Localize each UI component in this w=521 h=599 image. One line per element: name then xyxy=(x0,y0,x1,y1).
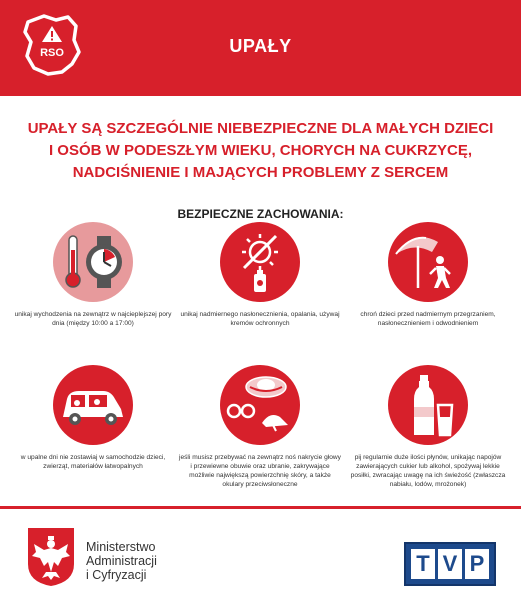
tip-car xyxy=(8,365,178,471)
thermometer-watch-icon xyxy=(53,222,133,302)
tip-clothing xyxy=(175,365,345,489)
tip-avoid-sun xyxy=(175,222,345,328)
ministry-line-1: Ministerstwo xyxy=(86,540,156,554)
page-title: UPAŁY xyxy=(229,36,292,56)
bottle-glass-icon xyxy=(388,365,468,445)
tip-caption: unikaj nadmiernego nasłonecznienia, opalania, używaj kremów ochronnych xyxy=(180,311,340,327)
tvp-logo xyxy=(404,542,496,586)
ministry-name xyxy=(86,540,157,582)
sun-sunscreen-icon xyxy=(220,222,300,302)
tip-caption: pij regularnie duże ilości płynów, unikając napojów zawierających cukier lub alkohol, spożywaj lekkie posiłki, zwracając uwagę na ich świeżość (zwłaszcza nabiału, lodów, mrożonek) xyxy=(350,454,506,488)
headline-line-2: I OSÓB W PODESZŁYM WIEKU, CHORYCH NA CUKRZYCĘ, xyxy=(48,142,473,159)
header-banner xyxy=(0,0,521,96)
footer-divider xyxy=(0,506,521,509)
ministry-logo xyxy=(26,526,196,596)
section-title: BEZPIECZNE ZACHOWANIA: xyxy=(177,207,344,221)
warning-headline xyxy=(20,118,501,184)
tip-caption: unikaj wychodzenia na zewnątrz w najcieplejszej pory dnia (między 10:00 a 17:00) xyxy=(14,311,172,327)
tip-caption: w upalne dni nie zostawiaj w samochodzie dzieci, zwierząt, materiałów łatwopalnych xyxy=(20,454,166,470)
headline-line-3: NADCIŚNIENIE I MAJĄCYCH PROBLEMY Z SERCEM xyxy=(72,164,449,181)
hat-sunglasses-shoes-icon xyxy=(220,365,300,445)
tvp-letter-p: P xyxy=(465,549,489,579)
tip-caption: chroń dzieci przed nadmiernym przegrzaniem, nasłonecznieniem i odwodnieniem xyxy=(360,311,496,327)
rso-logo-label: RSO xyxy=(40,47,64,59)
umbrella-child-icon xyxy=(388,222,468,302)
ministry-line-3: i Cyfryzacji xyxy=(86,568,147,582)
tip-protect-children xyxy=(343,222,513,328)
tvp-letter-v: V xyxy=(438,549,462,579)
tip-drink xyxy=(343,365,513,489)
ministry-line-2: Administracji xyxy=(86,554,157,568)
tvp-letter-t: T xyxy=(411,549,435,579)
tip-avoid-midday xyxy=(8,222,178,328)
polish-eagle-emblem-icon xyxy=(26,526,76,588)
tip-caption: jeśli musisz przebywać na zewnątrz noś nakrycie głowy i przewiewne obuwie oraz ubranie, zakrywające możliwie największą powierzchnię skóry, a także okulary przeciwsłoneczne xyxy=(179,454,341,488)
headline-line-1: UPAŁY SĄ SZCZEGÓLNIE NIEBEZPIECZNE DLA MAŁYCH DZIECI xyxy=(27,120,494,137)
car-child-pet-icon xyxy=(53,365,133,445)
